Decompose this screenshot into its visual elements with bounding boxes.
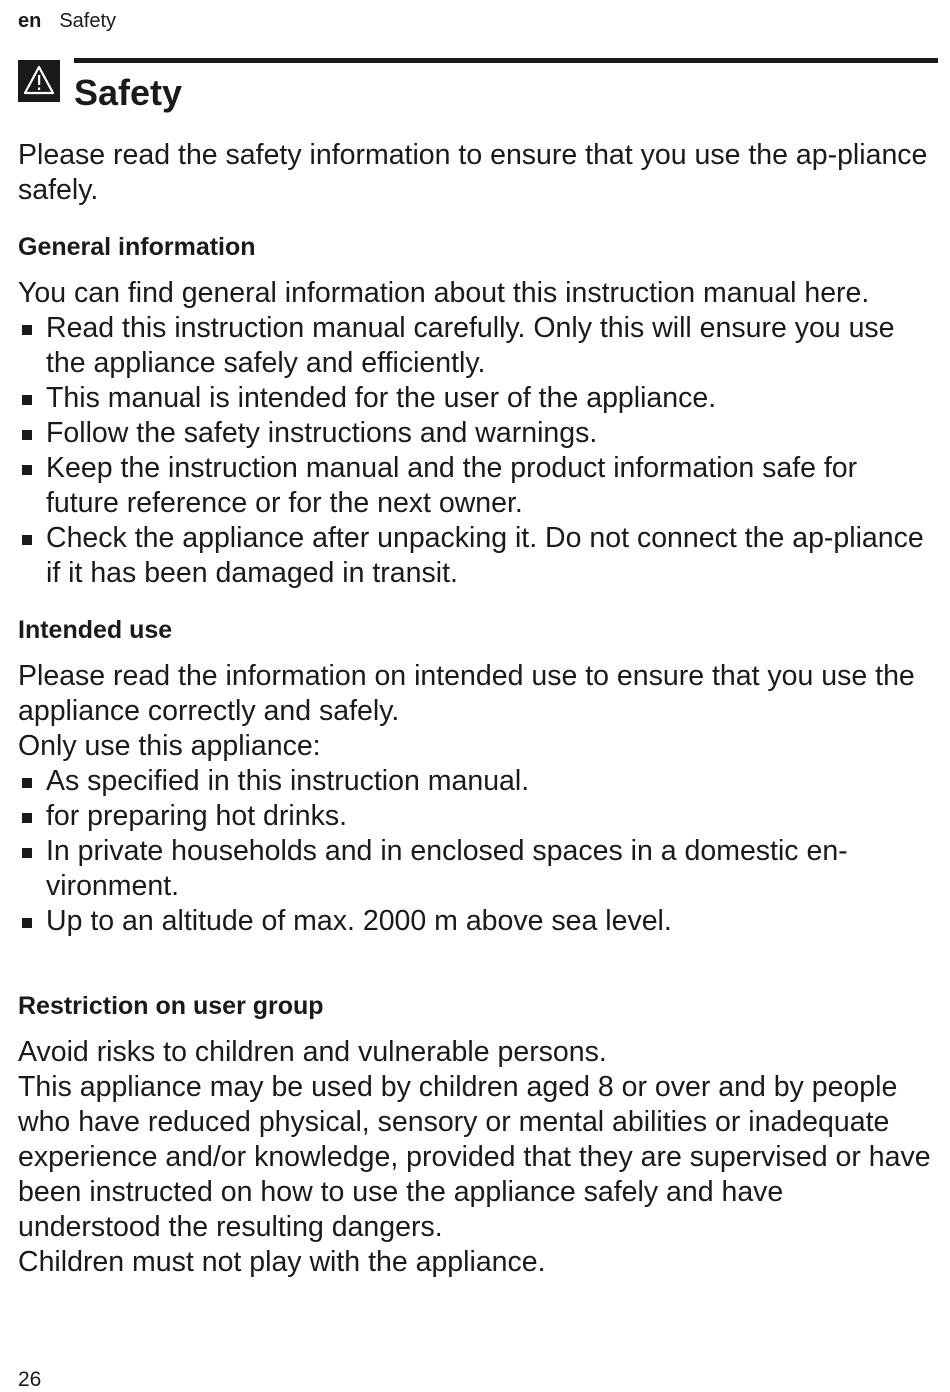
running-header	[18, 10, 116, 33]
title-rule	[74, 58, 938, 63]
list-item: Read this instruction manual carefully. Only this will ensure you use the appliance safely and efficiently.	[18, 311, 933, 381]
general-heading: General information	[18, 233, 256, 261]
general-text: You can find general information about this instruction manual here.	[18, 277, 870, 309]
list-item: In private households and in enclosed spaces in a domestic en-vironment.	[18, 834, 933, 904]
restriction-text-1: Avoid risks to children and vulnerable persons.	[18, 1036, 607, 1068]
list-item: for preparing hot drinks.	[18, 799, 933, 834]
page-title: Safety	[74, 72, 183, 113]
list-item: Check the appliance after unpacking it. Do not connect the ap-pliance if it has been damaged in transit.	[18, 521, 933, 591]
intended-lead: Only use this appliance:	[18, 730, 321, 762]
page-number: 26	[18, 1368, 42, 1391]
list-item: This manual is intended for the user of the appliance.	[18, 381, 933, 416]
list-item: As specified in this instruction manual.	[18, 764, 933, 799]
main-content	[18, 138, 933, 1280]
intended-heading: Intended use	[18, 616, 173, 644]
general-list	[18, 311, 933, 591]
intended-list	[18, 764, 933, 939]
restriction-text-2: This appliance may be used by children aged 8 or over and by people who have reduced physical, sensory or mental abilities or inadequate experience and/or knowledge, provided that they are supervised or have been instructed on how to use the appliance safely and have understood the resulting dangers.	[18, 1071, 931, 1243]
restriction-heading: Restriction on user group	[18, 992, 324, 1020]
intended-text: Please read the information on intended use to ensure that you use the appliance correctly and safely.	[18, 660, 915, 727]
list-item: Keep the instruction manual and the product information safe for future reference or for the next owner.	[18, 451, 933, 521]
language-code: en	[18, 10, 42, 32]
intro-text: Please read the safety information to ensure that you use the ap-pliance safely.	[18, 139, 928, 206]
warning-icon	[18, 60, 60, 102]
list-item: Follow the safety instructions and warnings.	[18, 416, 933, 451]
list-item: Up to an altitude of max. 2000 m above sea level.	[18, 904, 933, 939]
header-section: Safety	[59, 10, 117, 32]
restriction-text-3: Children must not play with the appliance.	[18, 1246, 546, 1278]
